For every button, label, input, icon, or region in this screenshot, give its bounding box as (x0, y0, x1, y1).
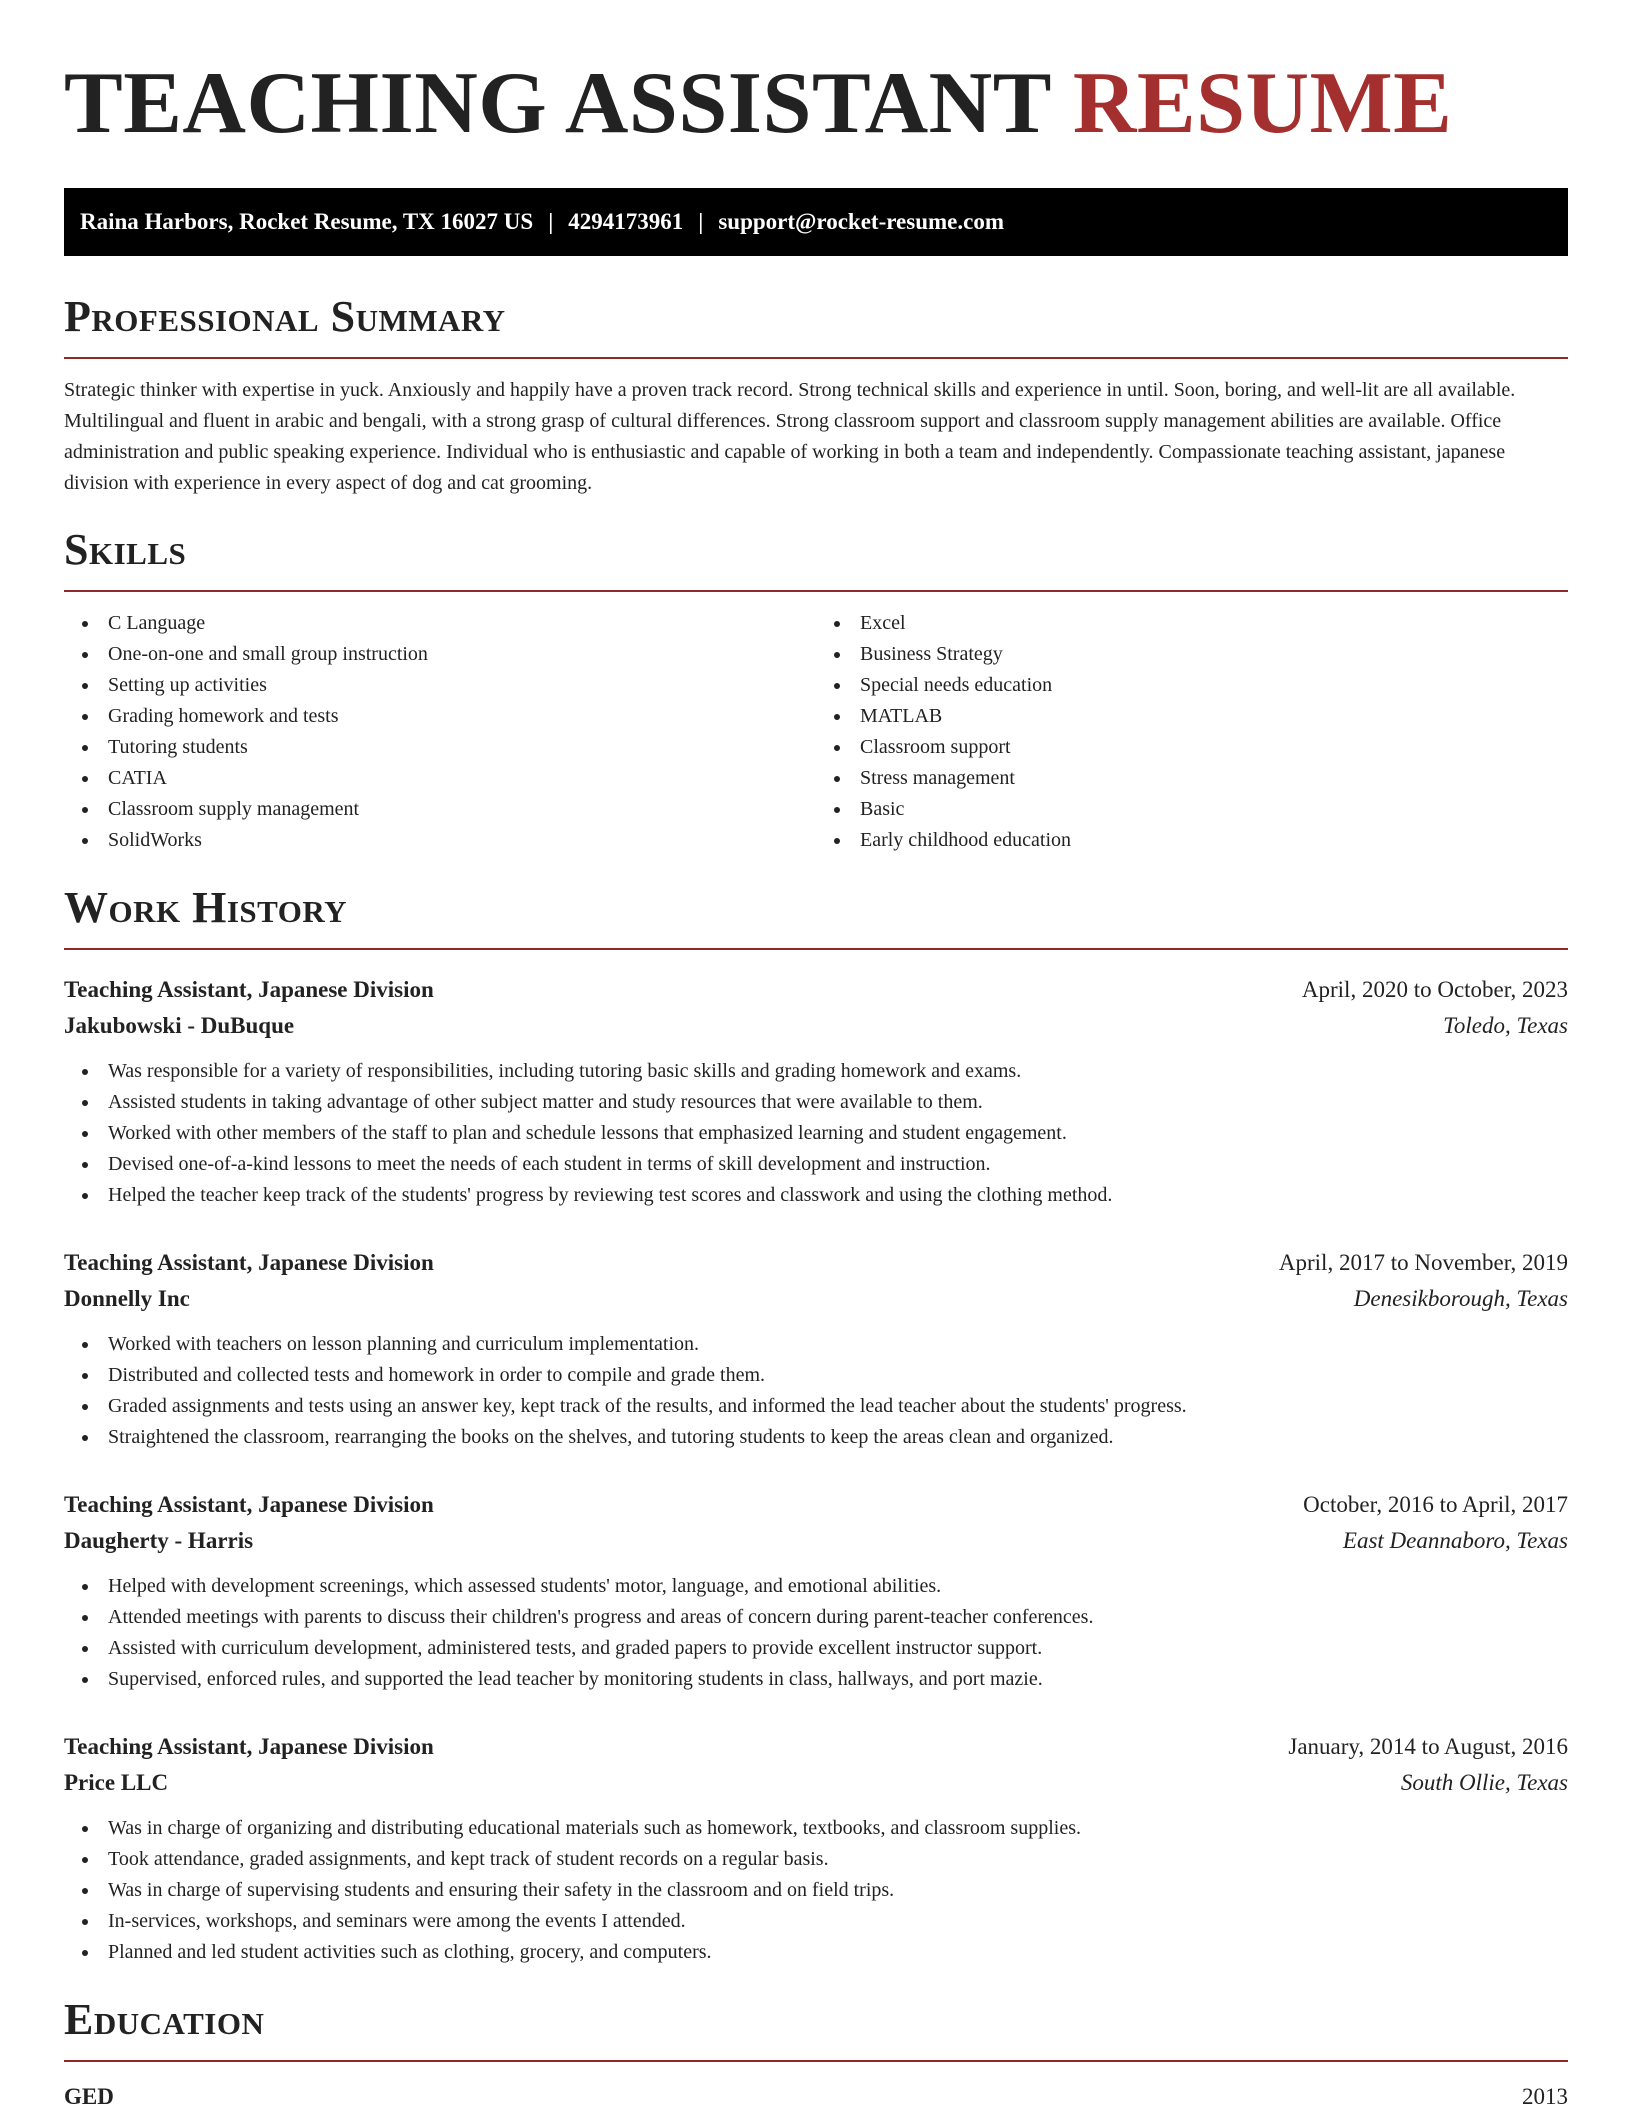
job-bullet: Straightened the classroom, rearranging the books on the shelves, and tutoring students to keep the areas clean and organized. (108, 1422, 1568, 1453)
skill-item: Business Strategy (860, 639, 1568, 670)
education-section (64, 1994, 1568, 2112)
job-header-row (64, 1729, 1568, 1765)
skill-item: Setting up activities (108, 670, 816, 701)
job-bullet: Attended meetings with parents to discuss their children's progress and areas of concern during parent-teacher conferences. (108, 1602, 1568, 1633)
job-bullet: Took attendance, graded assignments, and kept track of student records on a regular basis. (108, 1844, 1568, 1875)
section-heading-summary: Professional Summary (64, 292, 506, 341)
skill-item: SolidWorks (108, 825, 816, 856)
skill-item: MATLAB (860, 701, 1568, 732)
resume-title (64, 56, 1568, 152)
education-list (64, 2082, 1568, 2112)
job-bullet: Was responsible for a variety of responsibilities, including tutoring basic skills and grading homework and exams. (108, 1056, 1568, 1087)
skill-item: Stress management (860, 763, 1568, 794)
education-degree: GED (64, 2084, 114, 2109)
job-company: Donnelly Inc (64, 1286, 190, 1311)
skill-item: Special needs education (860, 670, 1568, 701)
job-company: Jakubowski - DuBuque (64, 1013, 295, 1038)
job-bullet: Assisted students in taking advantage of other subject matter and study resources that were available to them. (108, 1087, 1568, 1118)
skill-item: Tutoring students (108, 732, 816, 763)
section-divider (64, 948, 1568, 950)
job-entry (64, 1729, 1568, 1968)
job-bullet: Assisted with curriculum development, administered tests, and graded papers to provide excellent instructor support. (108, 1633, 1568, 1664)
job-company-row (64, 1008, 1568, 1044)
job-entry (64, 1487, 1568, 1695)
section-heading-education: Education (64, 1995, 265, 2044)
job-bullet: Worked with teachers on lesson planning and curriculum implementation. (108, 1329, 1568, 1360)
job-header-row (64, 1245, 1568, 1281)
skill-item: Classroom support (860, 732, 1568, 763)
job-title: Teaching Assistant, Japanese Division (64, 1492, 434, 1517)
work-history-section (64, 882, 1568, 1968)
job-bullet: Planned and led student activities such as clothing, grocery, and computers. (108, 1937, 1568, 1968)
job-bullet: Helped with development screenings, which assessed students' motor, language, and emotional abilities. (108, 1571, 1568, 1602)
job-location: Denesikborough, Texas (1353, 1286, 1568, 1311)
job-location: East Deannaboro, Texas (1342, 1528, 1568, 1553)
education-year: 2013 (1522, 2084, 1568, 2109)
job-bullet: In-services, workshops, and seminars were among the events I attended. (108, 1906, 1568, 1937)
skill-item: Early childhood education (860, 825, 1568, 856)
job-bullets (64, 1056, 1568, 1211)
skills-list-left (64, 608, 816, 856)
skill-item: Excel (860, 608, 1568, 639)
title-accent: RESUME (1072, 55, 1453, 152)
skill-item: CATIA (108, 763, 816, 794)
job-bullet: Devised one-of-a-kind lessons to meet the needs of each student in terms of skill development and instruction. (108, 1149, 1568, 1180)
job-title: Teaching Assistant, Japanese Division (64, 977, 434, 1002)
section-divider (64, 357, 1568, 359)
contact-separator: | (548, 209, 554, 234)
job-bullet: Was in charge of organizing and distributing educational materials such as homework, textbooks, and classroom supplies. (108, 1813, 1568, 1844)
skills-columns (64, 608, 1568, 856)
job-company: Price LLC (64, 1770, 169, 1795)
job-list (64, 972, 1568, 1968)
job-bullet: Was in charge of supervising students and ensuring their safety in the classroom and on field trips. (108, 1875, 1568, 1906)
job-dates: January, 2014 to August, 2016 (1288, 1734, 1568, 1759)
contact-separator: | (698, 209, 704, 234)
job-dates: April, 2020 to October, 2023 (1301, 977, 1568, 1002)
summary-section (64, 291, 1568, 499)
job-bullet: Worked with other members of the staff to plan and schedule lessons that emphasized learning and student engagement. (108, 1118, 1568, 1149)
job-dates: October, 2016 to April, 2017 (1303, 1492, 1568, 1517)
job-company-row (64, 1765, 1568, 1801)
section-divider (64, 590, 1568, 592)
job-bullet: Supervised, enforced rules, and supported the lead teacher by monitoring students in class, hallways, and port mazie. (108, 1664, 1568, 1695)
contact-email: support@rocket-resume.com (718, 209, 1004, 234)
skills-section (64, 524, 1568, 856)
skills-list-right (816, 608, 1568, 856)
job-entry (64, 972, 1568, 1211)
contact-phone: 4294173961 (568, 209, 684, 234)
job-bullet: Helped the teacher keep track of the students' progress by reviewing test scores and classwork and using the clothing method. (108, 1180, 1568, 1211)
skill-item: C Language (108, 608, 816, 639)
skill-item: Classroom supply management (108, 794, 816, 825)
job-bullets (64, 1329, 1568, 1453)
job-company-row (64, 1523, 1568, 1559)
job-company-row (64, 1281, 1568, 1317)
skill-item: One-on-one and small group instruction (108, 639, 816, 670)
job-bullet: Graded assignments and tests using an answer key, kept track of the results, and informed the lead teacher about the students' progress. (108, 1391, 1568, 1422)
section-divider (64, 2060, 1568, 2062)
job-bullet: Distributed and collected tests and homework in order to compile and grade them. (108, 1360, 1568, 1391)
job-location: South Ollie, Texas (1400, 1770, 1568, 1795)
job-company: Daugherty - Harris (64, 1528, 254, 1553)
section-heading-skills: Skills (64, 525, 187, 574)
skill-item: Basic (860, 794, 1568, 825)
section-heading-work-history: Work History (64, 883, 348, 932)
job-location: Toledo, Texas (1443, 1013, 1568, 1038)
job-entry (64, 1245, 1568, 1453)
education-entry (64, 2082, 1568, 2112)
job-dates: April, 2017 to November, 2019 (1278, 1250, 1568, 1275)
job-bullets (64, 1571, 1568, 1695)
job-title: Teaching Assistant, Japanese Division (64, 1734, 434, 1759)
job-header-row (64, 972, 1568, 1008)
summary-text: Strategic thinker with expertise in yuck. Anxiously and happily have a proven track record. Strong technical skills and experience in until. Soon, boring, and well-lit are all available. Multilingual and fluent in arabic and bengali, with a strong grasp of cultural differences. Strong classroom support and classroom supply management abilities are available. Office administration and public speaking experience. Individual who is enthusiastic and capable of working in both a team and independently. Compassionate teaching assistant, japanese division with experience in every aspect of dog and cat grooming. (64, 379, 1516, 494)
title-main: TEACHING ASSISTANT (64, 55, 1051, 152)
contact-bar (64, 188, 1568, 256)
job-header-row (64, 1487, 1568, 1523)
skill-item: Grading homework and tests (108, 701, 816, 732)
contact-address: Raina Harbors, Rocket Resume, TX 16027 US (80, 209, 534, 234)
job-title: Teaching Assistant, Japanese Division (64, 1250, 434, 1275)
job-bullets (64, 1813, 1568, 1968)
